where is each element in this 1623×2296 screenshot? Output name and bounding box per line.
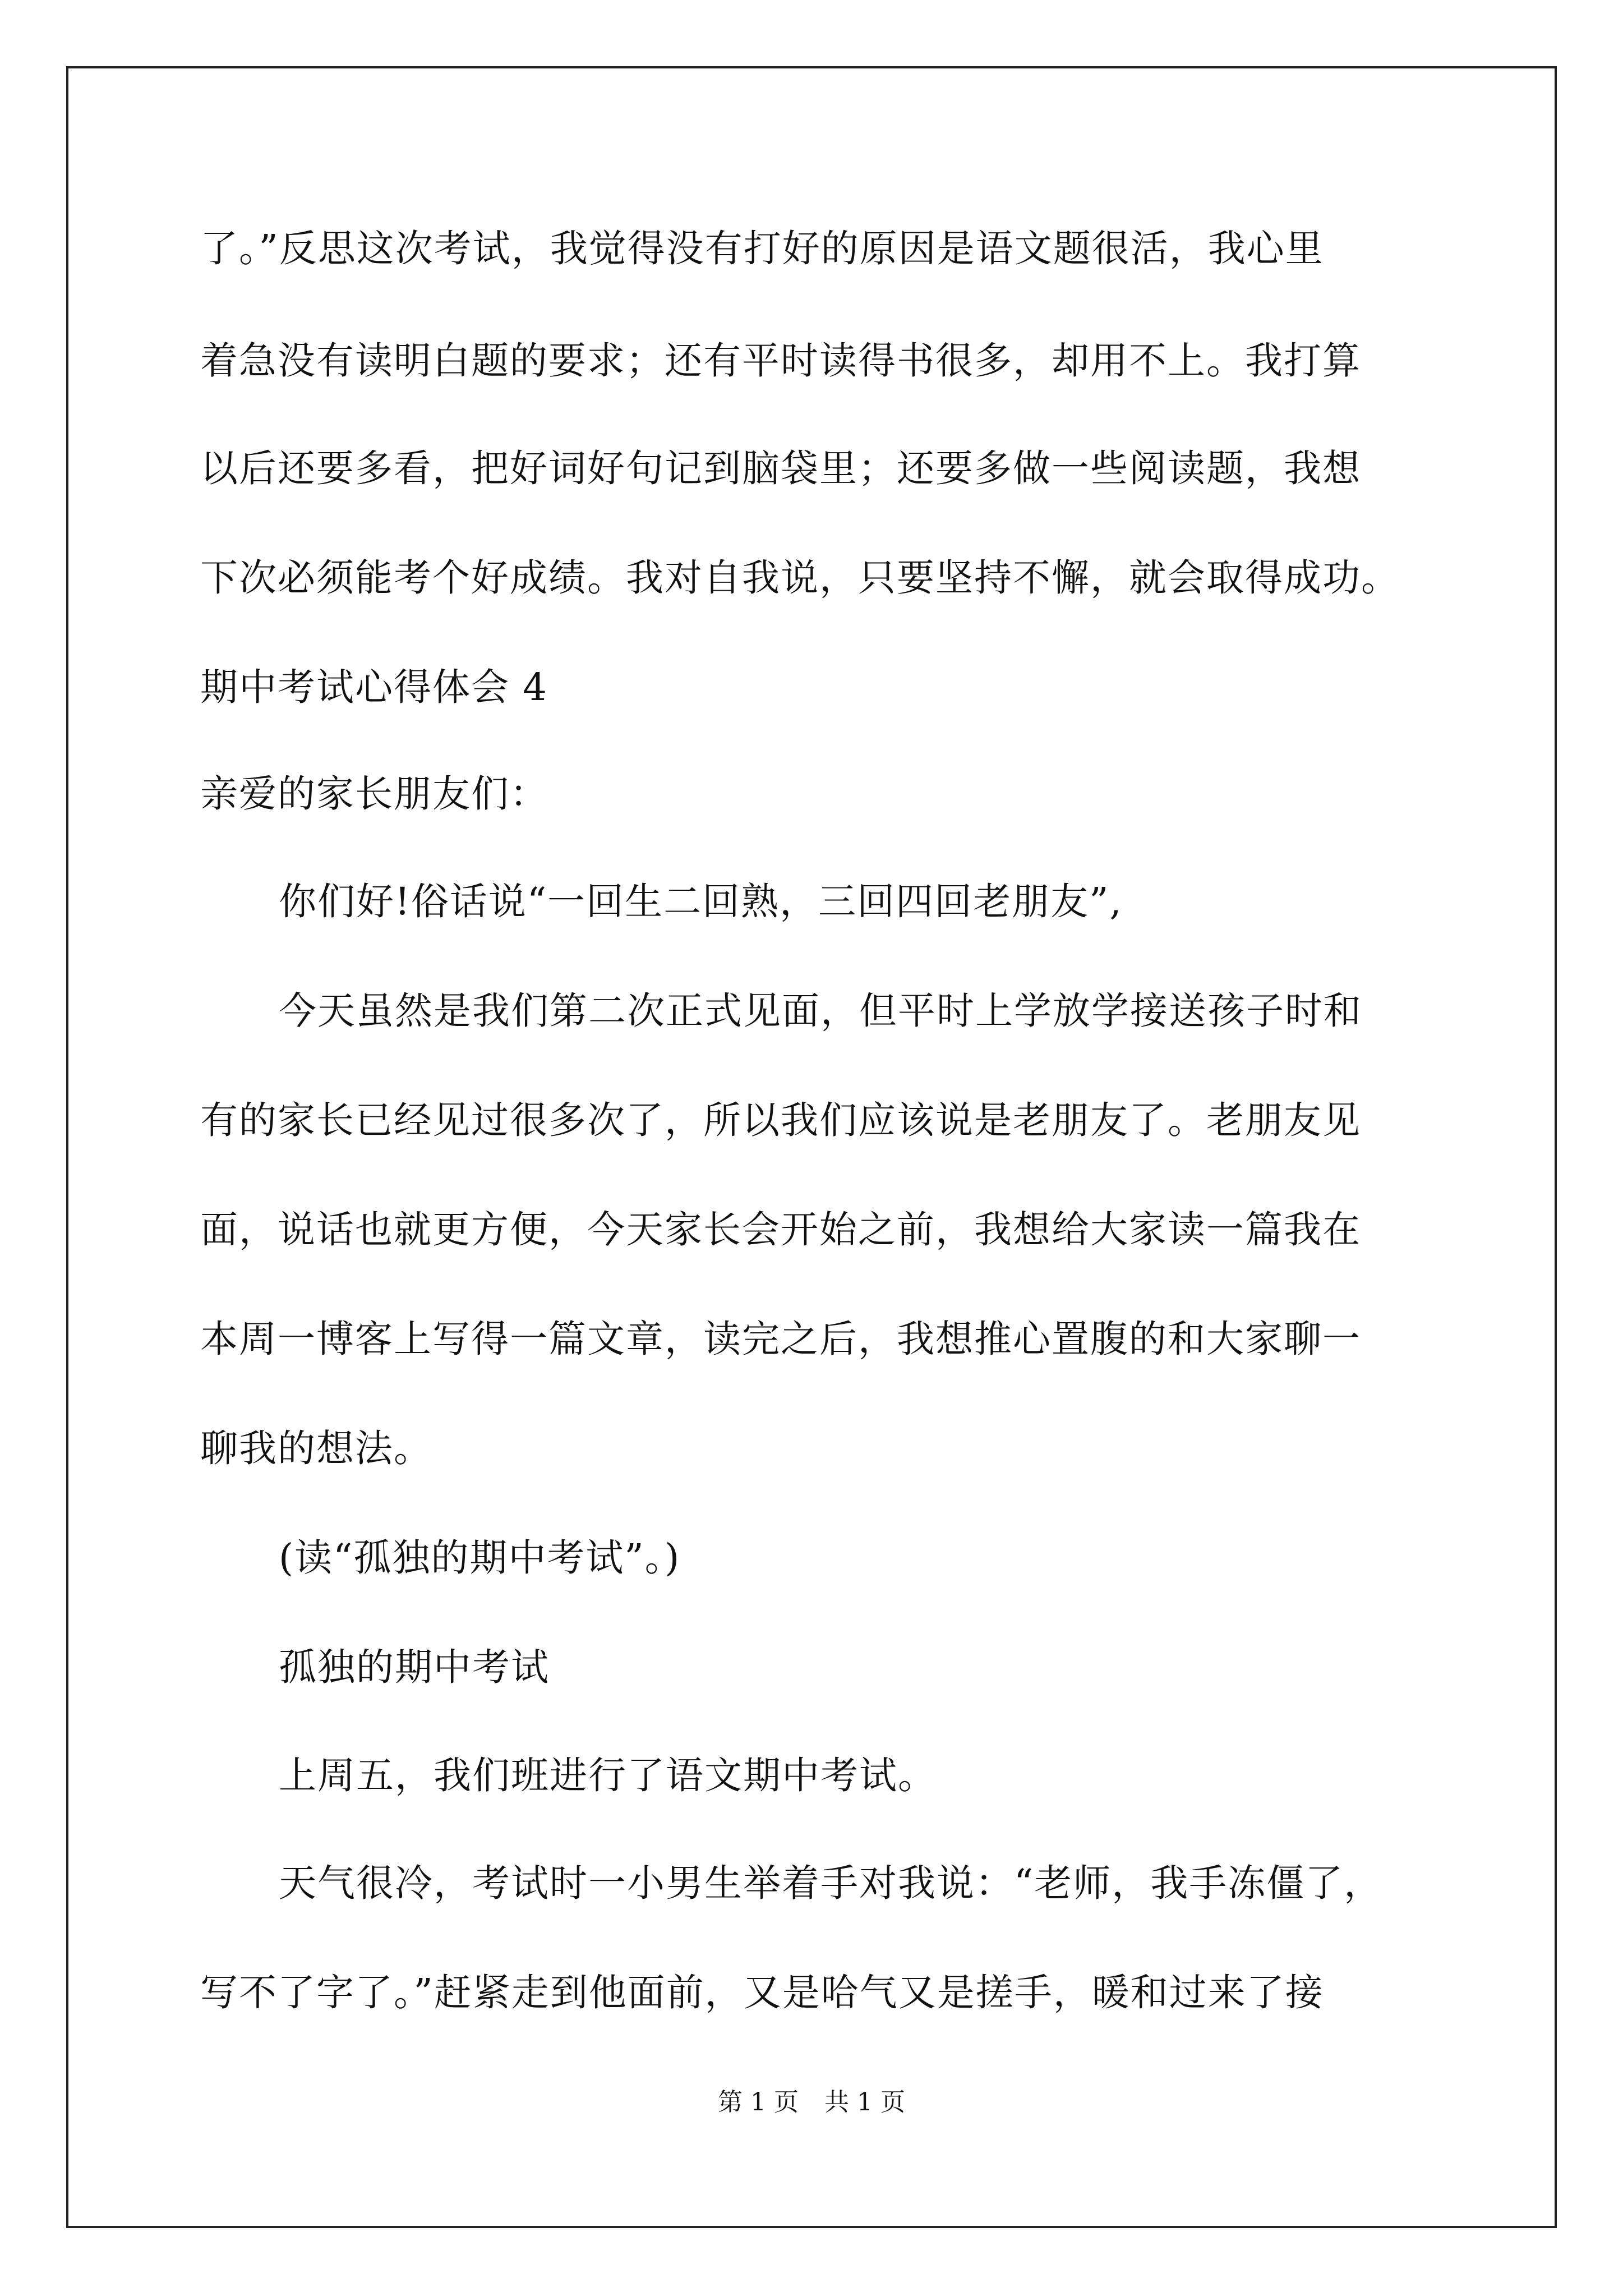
- section-heading: 期中考试心得体会 4: [200, 665, 548, 709]
- paragraph-line: 写不了字了。”赶紧走到他面前，又是哈气又是搓手，暖和过来了接: [200, 1971, 1324, 2014]
- paragraph-line: 今天虽然是我们第二次正式见面，但平时上学放学接送孩子时和: [279, 989, 1362, 1033]
- page-footer: [0, 2087, 1623, 2118]
- paragraph-line: 下次必须能考个好成绩。我对自我说，只要坚持不懈，就会取得成功。: [200, 556, 1400, 600]
- paragraph-line: 天气很冷，考试时一小男生举着手对我说：“老师，我手冻僵了，: [279, 1861, 1383, 1905]
- page-total: 共 1 页: [824, 2088, 905, 2116]
- paragraph-line: 你们好!俗话说“一回生二回熟，三回四回老朋友”,: [279, 880, 1123, 923]
- paragraph-line: 有的家长已经见过很多次了，所以我们应该说是老朋友了。老朋友见: [200, 1098, 1361, 1142]
- paragraph-line: 以后还要多看，把好词好句记到脑袋里；还要多做一些阅读题，我想: [200, 447, 1361, 490]
- paragraph-line: 了。”反思这次考试，我觉得没有打好的原因是语文题很活，我心里: [200, 227, 1324, 270]
- paragraph-line: 本周一博客上写得一篇文章，读完之后，我想推心置腹的和大家聊一: [200, 1317, 1361, 1361]
- paragraph-line: 上周五，我们班进行了语文期中考试。: [279, 1754, 937, 1797]
- paragraph-line: 面，说话也就更方便，今天家长会开始之前，我想给大家读一篇我在: [200, 1208, 1361, 1251]
- paragraph-line: (读“孤独的期中考试”。): [279, 1536, 681, 1580]
- paragraph-line: 聊我的想法。: [200, 1427, 432, 1470]
- paragraph-line: 着急没有读明白题的要求；还有平时读得书很多，却用不上。我打算: [200, 339, 1361, 383]
- essay-title: 孤独的期中考试: [279, 1645, 550, 1689]
- page-number: 第 1 页: [718, 2088, 799, 2116]
- salutation: 亲爱的家长朋友们：: [200, 772, 548, 816]
